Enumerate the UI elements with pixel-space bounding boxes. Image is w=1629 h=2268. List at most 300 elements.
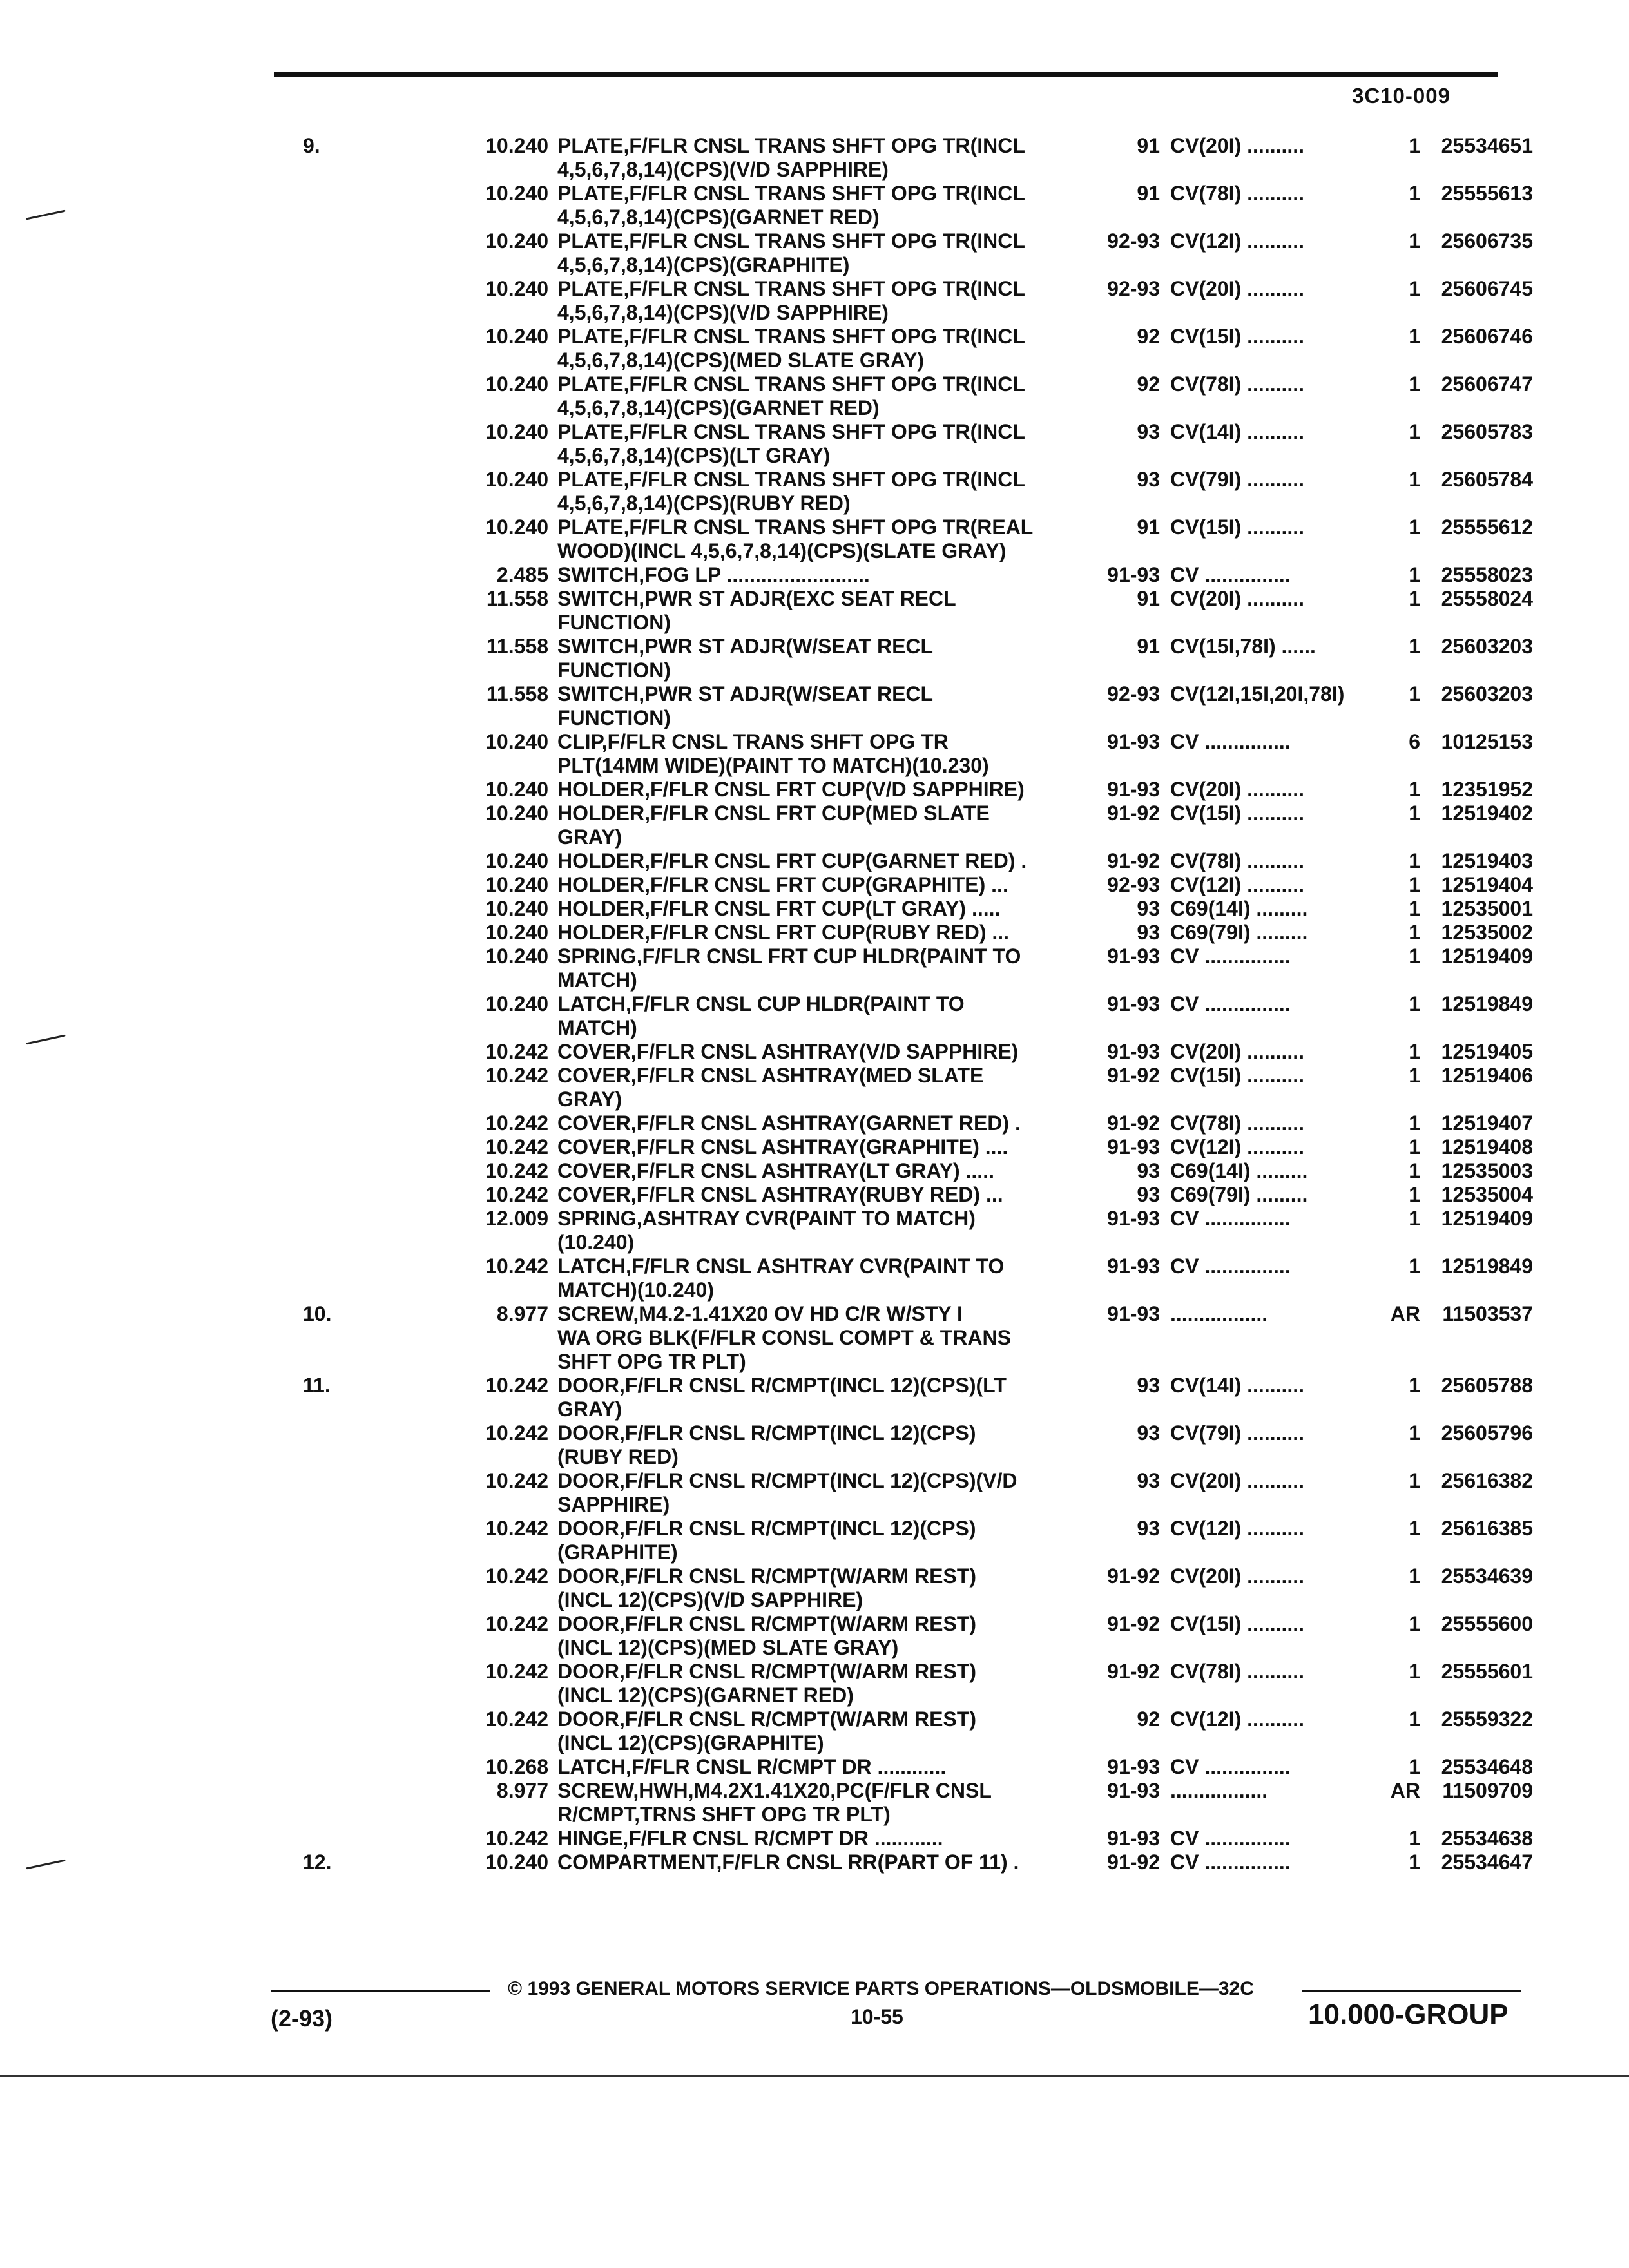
part-description bbox=[557, 515, 1083, 563]
part-number: 12519405 bbox=[1441, 1040, 1533, 1063]
group-number: 10.242 bbox=[485, 1827, 548, 1850]
part-name: LATCH bbox=[557, 1254, 626, 1278]
part-row bbox=[303, 1755, 1533, 1779]
part-name: SCREW bbox=[557, 1302, 633, 1325]
quantity: 1 bbox=[1409, 1064, 1420, 1087]
part-number: 25606745 bbox=[1441, 277, 1533, 300]
quantity: 1 bbox=[1409, 182, 1420, 205]
part-description bbox=[557, 1707, 1083, 1755]
part-row bbox=[303, 1064, 1533, 1111]
quantity: 1 bbox=[1409, 1159, 1420, 1182]
part-description bbox=[557, 849, 1083, 873]
part-detail: ,F/FLR CNSL TRANS SHFT OPG TR(INCL 4,5,6,7,8,14)(CPS)(V/D SAPPHIRE) bbox=[557, 277, 1025, 324]
part-number: 25558024 bbox=[1441, 587, 1533, 610]
part-number: 25616382 bbox=[1441, 1469, 1533, 1492]
part-number: 12519849 bbox=[1441, 1254, 1533, 1278]
model-code: CV ............... bbox=[1170, 1850, 1291, 1874]
part-row bbox=[303, 992, 1533, 1040]
part-description bbox=[557, 587, 1083, 635]
model-code: CV(20I) .......... bbox=[1170, 587, 1305, 610]
copyright: © 1993 GENERAL MOTORS SERVICE PARTS OPERATIONS—OLDSMOBILE—32C bbox=[508, 1978, 1254, 1999]
group-number: 10.240 bbox=[485, 897, 548, 920]
part-number: 25534651 bbox=[1441, 134, 1533, 157]
group-number: 10.242 bbox=[485, 1707, 548, 1731]
part-name: LATCH bbox=[557, 992, 626, 1015]
part-description bbox=[557, 1207, 1083, 1254]
part-number: 11503537 bbox=[1442, 1302, 1533, 1325]
part-description bbox=[557, 1850, 1083, 1874]
model-years: 91-93 bbox=[1107, 778, 1160, 801]
group-number: 8.977 bbox=[496, 1302, 548, 1325]
part-number: 10125153 bbox=[1441, 730, 1533, 753]
quantity: 1 bbox=[1409, 372, 1420, 396]
quantity: 1 bbox=[1409, 778, 1420, 801]
part-name: COVER bbox=[557, 1135, 631, 1158]
model-years: 92 bbox=[1137, 372, 1160, 396]
part-description bbox=[557, 372, 1083, 420]
part-name: PLATE bbox=[557, 229, 624, 253]
part-description bbox=[557, 1135, 1083, 1159]
quantity: 1 bbox=[1409, 1660, 1420, 1683]
part-row bbox=[303, 515, 1533, 563]
quantity: 1 bbox=[1409, 1040, 1420, 1063]
group-number: 10.242 bbox=[485, 1660, 548, 1683]
part-name: PLATE bbox=[557, 277, 624, 300]
model-code: CV ............... bbox=[1170, 1827, 1291, 1850]
part-detail: ,F/FLR CNSL R/CMPT(INCL 12)(CPS)(LT GRAY) bbox=[557, 1374, 1007, 1421]
group-number: 10.240 bbox=[485, 921, 548, 944]
group-number: 10.240 bbox=[485, 229, 548, 253]
quantity: 1 bbox=[1409, 1254, 1420, 1278]
model-years: 91-92 bbox=[1107, 1612, 1160, 1635]
part-description bbox=[557, 635, 1083, 682]
part-name: COVER bbox=[557, 1183, 631, 1206]
model-code: CV(15I) .......... bbox=[1170, 802, 1305, 825]
group-number: 10.240 bbox=[485, 992, 548, 1015]
model-years: 93 bbox=[1137, 921, 1160, 944]
part-name: HINGE bbox=[557, 1827, 623, 1850]
model-code: CV(78I) .......... bbox=[1170, 182, 1305, 205]
quantity: 1 bbox=[1409, 229, 1420, 253]
model-years: 93 bbox=[1137, 1469, 1160, 1492]
part-description bbox=[557, 1421, 1083, 1469]
part-detail: ,PWR ST ADJR(W/SEAT RECL FUNCTION) bbox=[557, 682, 934, 729]
model-code: CV(20I) .......... bbox=[1170, 277, 1305, 300]
group-number: 11.558 bbox=[486, 682, 548, 706]
part-description bbox=[557, 325, 1083, 372]
group-number: 10.242 bbox=[485, 1469, 548, 1492]
part-detail: ,F/FLR CNSL FRT CUP(RUBY RED) ... bbox=[644, 921, 1010, 944]
part-detail: ,HWH,M4.2X1.41X20,PC(F/FLR CNSL R/CMPT,TRNS SHFT OPG TR PLT) bbox=[557, 1779, 992, 1826]
model-code: CV(15I) .......... bbox=[1170, 515, 1305, 539]
part-name: HOLDER bbox=[557, 778, 645, 801]
part-name: DOOR bbox=[557, 1469, 619, 1492]
quantity: 1 bbox=[1409, 682, 1420, 706]
part-row bbox=[303, 1207, 1533, 1254]
part-row bbox=[303, 1374, 1533, 1421]
part-name: COVER bbox=[557, 1040, 631, 1063]
model-years: 93 bbox=[1137, 420, 1160, 443]
quantity: 1 bbox=[1409, 468, 1420, 491]
group-number: 10.240 bbox=[485, 778, 548, 801]
part-row bbox=[303, 635, 1533, 682]
quantity: 1 bbox=[1409, 134, 1420, 157]
model-code: CV(79I) .......... bbox=[1170, 468, 1305, 491]
margin-mark bbox=[26, 210, 65, 220]
part-row bbox=[303, 587, 1533, 635]
model-code: CV(78I) .......... bbox=[1170, 372, 1305, 396]
part-row bbox=[303, 1421, 1533, 1469]
model-years: 91-93 bbox=[1107, 1302, 1160, 1325]
model-years: 91-93 bbox=[1107, 730, 1160, 753]
part-number: 11509709 bbox=[1442, 1779, 1533, 1802]
ref-number: 10. bbox=[303, 1302, 332, 1325]
model-code: CV(20I) .......... bbox=[1170, 1040, 1305, 1063]
quantity: AR bbox=[1390, 1779, 1420, 1802]
part-name: COVER bbox=[557, 1111, 631, 1135]
part-description bbox=[557, 277, 1083, 325]
part-row bbox=[303, 921, 1533, 945]
part-row bbox=[303, 1111, 1533, 1135]
model-years: 91-92 bbox=[1107, 802, 1160, 825]
model-years: 91-93 bbox=[1107, 945, 1160, 968]
group-number: 10.240 bbox=[485, 730, 548, 753]
model-code: CV(14I) .......... bbox=[1170, 1374, 1305, 1397]
quantity: 1 bbox=[1409, 1207, 1420, 1230]
part-description bbox=[557, 802, 1083, 849]
part-row bbox=[303, 897, 1533, 921]
margin-mark bbox=[26, 1860, 65, 1870]
part-detail: ,F/FLR CNSL ASHTRAY(GARNET RED) . bbox=[630, 1111, 1021, 1135]
model-years: 93 bbox=[1137, 468, 1160, 491]
part-detail: ,F/FLR CNSL R/CMPT(W/ARM REST) (INCL 12)(CPS)(MED SLATE GRAY) bbox=[557, 1612, 977, 1659]
part-description bbox=[557, 778, 1083, 802]
quantity: 1 bbox=[1409, 897, 1420, 920]
part-detail: ,F/FLR CNSL R/CMPT(W/ARM REST) (INCL 12)(CPS)(GARNET RED) bbox=[557, 1660, 977, 1707]
part-detail: ,F/FLR CNSL FRT CUP(GRAPHITE) ... bbox=[644, 873, 1008, 896]
quantity: 1 bbox=[1409, 1469, 1420, 1492]
part-description bbox=[557, 229, 1083, 277]
model-code: CV(20I) .......... bbox=[1170, 1564, 1305, 1588]
part-detail: ,ASHTRAY CVR(PAINT TO MATCH) (10.240) bbox=[557, 1207, 976, 1254]
model-years: 92-93 bbox=[1107, 682, 1160, 706]
part-row bbox=[303, 945, 1533, 992]
group-number: 10.240 bbox=[485, 802, 548, 825]
part-description bbox=[557, 1374, 1083, 1421]
part-name: DOOR bbox=[557, 1707, 619, 1731]
model-code: CV(12I) .......... bbox=[1170, 873, 1305, 896]
part-name: HOLDER bbox=[557, 897, 645, 920]
part-detail: ,F/FLR CNSL TRANS SHFT OPG TR(INCL 4,5,6,7,8,14)(CPS)(MED SLATE GRAY) bbox=[557, 325, 1025, 372]
part-number: 12519409 bbox=[1441, 945, 1533, 968]
part-name: SPRING bbox=[557, 945, 637, 968]
quantity: 1 bbox=[1409, 1111, 1420, 1135]
part-detail: ,F/FLR CNSL FRT CUP(MED SLATE GRAY) bbox=[557, 802, 990, 849]
group-number: 10.240 bbox=[485, 134, 548, 157]
part-number: 12519406 bbox=[1441, 1064, 1533, 1087]
model-code: C69(79I) ......... bbox=[1170, 1183, 1308, 1206]
part-row bbox=[303, 1183, 1533, 1207]
part-detail: ,F/FLR CNSL ASHTRAY CVR(PAINT TO MATCH)(10.240) bbox=[557, 1254, 1005, 1302]
part-name: SWITCH bbox=[557, 682, 639, 706]
part-detail: ,F/FLR CNSL TRANS SHFT OPG TR(INCL 4,5,6,7,8,14)(CPS)(V/D SAPPHIRE) bbox=[557, 134, 1025, 181]
quantity: 1 bbox=[1409, 1612, 1420, 1635]
part-description bbox=[557, 1564, 1083, 1612]
part-description bbox=[557, 1660, 1083, 1707]
part-description bbox=[557, 1111, 1083, 1135]
group-number: 10.240 bbox=[485, 515, 548, 539]
group-number: 10.242 bbox=[485, 1040, 548, 1063]
group-number: 10.242 bbox=[485, 1517, 548, 1540]
part-detail: ,F/FLR CNSL FRT CUP(V/D SAPPHIRE) bbox=[644, 778, 1025, 801]
quantity: 1 bbox=[1409, 873, 1420, 896]
model-code: ................. bbox=[1170, 1779, 1268, 1802]
part-name: COVER bbox=[557, 1159, 631, 1182]
part-name: SWITCH bbox=[557, 635, 639, 658]
group-number: 10.242 bbox=[485, 1564, 548, 1588]
part-detail: ,F/FLR CNSL CUP HLDR(PAINT TO MATCH) bbox=[557, 992, 965, 1039]
part-row bbox=[303, 229, 1533, 277]
part-number: 12519407 bbox=[1441, 1111, 1533, 1135]
quantity: 1 bbox=[1409, 635, 1420, 658]
model-years: 93 bbox=[1137, 1421, 1160, 1445]
model-years: 91 bbox=[1137, 182, 1160, 205]
part-detail: ,F/FLR CNSL TRANS SHFT OPG TR(INCL 4,5,6,7,8,14)(CPS)(GARNET RED) bbox=[557, 182, 1025, 229]
part-name: SCREW bbox=[557, 1779, 633, 1802]
part-detail: ,F/FLR CNSL R/CMPT(INCL 12)(CPS) (RUBY RED) bbox=[557, 1421, 976, 1468]
model-code: CV ............... bbox=[1170, 1254, 1291, 1278]
quantity: 1 bbox=[1409, 325, 1420, 348]
model-years: 92-93 bbox=[1107, 277, 1160, 300]
part-detail: ,F/FLR CNSL FRT CUP HLDR(PAINT TO MATCH) bbox=[557, 945, 1021, 992]
group-number: 10.242 bbox=[485, 1421, 548, 1445]
quantity: AR bbox=[1390, 1302, 1420, 1325]
revision-date: (2-93) bbox=[271, 2005, 333, 2032]
part-description bbox=[557, 134, 1083, 182]
part-number: 25606735 bbox=[1441, 229, 1533, 253]
part-row bbox=[303, 778, 1533, 802]
part-name: PLATE bbox=[557, 134, 624, 157]
part-number: 25555613 bbox=[1441, 182, 1533, 205]
part-row bbox=[303, 1159, 1533, 1183]
model-code: CV(12I) .......... bbox=[1170, 1707, 1305, 1731]
group-number: 10.242 bbox=[485, 1254, 548, 1278]
model-years: 91 bbox=[1137, 515, 1160, 539]
part-description bbox=[557, 682, 1083, 730]
model-years: 91 bbox=[1137, 134, 1160, 157]
footer-rule-right bbox=[1302, 1990, 1521, 1992]
model-years: 92-93 bbox=[1107, 873, 1160, 896]
part-number: 12535002 bbox=[1441, 921, 1533, 944]
quantity: 1 bbox=[1409, 1183, 1420, 1206]
quantity: 1 bbox=[1409, 945, 1420, 968]
part-number: 12351952 bbox=[1441, 778, 1533, 801]
part-name: DOOR bbox=[557, 1564, 619, 1588]
group-number: 8.977 bbox=[496, 1779, 548, 1802]
part-row bbox=[303, 1564, 1533, 1612]
part-description bbox=[557, 921, 1083, 945]
part-row bbox=[303, 1517, 1533, 1564]
model-years: 91-92 bbox=[1107, 849, 1160, 872]
part-description bbox=[557, 873, 1083, 897]
part-row bbox=[303, 1850, 1533, 1874]
model-years: 91-93 bbox=[1107, 1779, 1160, 1802]
part-number: 25555600 bbox=[1441, 1612, 1533, 1635]
model-years: 91-92 bbox=[1107, 1064, 1160, 1087]
part-detail: ,F/FLR CNSL R/CMPT(INCL 12)(CPS) (GRAPHITE) bbox=[557, 1517, 976, 1564]
part-number: 12519409 bbox=[1441, 1207, 1533, 1230]
quantity: 1 bbox=[1409, 1421, 1420, 1445]
part-number: 25603203 bbox=[1441, 682, 1533, 706]
part-name: PLATE bbox=[557, 420, 624, 443]
model-years: 91-92 bbox=[1107, 1660, 1160, 1683]
part-name: HOLDER bbox=[557, 849, 645, 872]
model-years: 91-92 bbox=[1107, 1564, 1160, 1588]
part-description bbox=[557, 1302, 1083, 1374]
part-number: 25616385 bbox=[1441, 1517, 1533, 1540]
model-years: 91-93 bbox=[1107, 1135, 1160, 1158]
group-number: 10.242 bbox=[485, 1183, 548, 1206]
model-code: ................. bbox=[1170, 1302, 1268, 1325]
ref-number: 12. bbox=[303, 1850, 332, 1874]
group-number: 10.240 bbox=[485, 873, 548, 896]
model-years: 93 bbox=[1137, 1374, 1160, 1397]
part-description bbox=[557, 1040, 1083, 1064]
part-row bbox=[303, 1827, 1533, 1850]
group-number: 10.268 bbox=[485, 1755, 548, 1778]
group-number: 11.558 bbox=[486, 587, 548, 610]
part-number: 12519408 bbox=[1441, 1135, 1533, 1158]
model-code: CV(12I,15I,20I,78I) bbox=[1170, 682, 1345, 706]
group-number: 10.240 bbox=[485, 1850, 548, 1874]
part-name: HOLDER bbox=[557, 921, 645, 944]
part-description bbox=[557, 563, 1083, 587]
group-number: 10.240 bbox=[485, 945, 548, 968]
group-label: 10.000-GROUP bbox=[1308, 1999, 1509, 2030]
part-detail: ,F/FLR CNSL R/CMPT DR ............ bbox=[622, 1827, 943, 1850]
model-years: 91-92 bbox=[1107, 1111, 1160, 1135]
quantity: 1 bbox=[1409, 1564, 1420, 1588]
part-detail: ,F/FLR CNSL R/CMPT DR ............ bbox=[626, 1755, 947, 1778]
model-code: C69(14I) ......... bbox=[1170, 1159, 1308, 1182]
quantity: 1 bbox=[1409, 1827, 1420, 1850]
model-code: CV(15I) .......... bbox=[1170, 1612, 1305, 1635]
part-number: 25559322 bbox=[1441, 1707, 1533, 1731]
group-number: 10.242 bbox=[485, 1374, 548, 1397]
part-name: DOOR bbox=[557, 1374, 619, 1397]
part-row bbox=[303, 1660, 1533, 1707]
part-description bbox=[557, 897, 1083, 921]
model-years: 91-93 bbox=[1107, 1827, 1160, 1850]
group-number: 10.242 bbox=[485, 1064, 548, 1087]
model-years: 93 bbox=[1137, 897, 1160, 920]
model-years: 91-92 bbox=[1107, 1850, 1160, 1874]
part-number: 25555601 bbox=[1441, 1660, 1533, 1683]
part-number: 25603203 bbox=[1441, 635, 1533, 658]
part-detail: ,F/FLR CNSL RR(PART OF 11) . bbox=[716, 1850, 1019, 1874]
ref-number: 9. bbox=[303, 134, 320, 157]
model-years: 92-93 bbox=[1107, 229, 1160, 253]
part-name: LATCH bbox=[557, 1755, 626, 1778]
model-code: CV(20I) .......... bbox=[1170, 1469, 1305, 1492]
part-name: DOOR bbox=[557, 1660, 619, 1683]
part-number: 25605788 bbox=[1441, 1374, 1533, 1397]
top-rule bbox=[274, 72, 1498, 77]
part-row bbox=[303, 1302, 1533, 1374]
quantity: 1 bbox=[1409, 515, 1420, 539]
part-row bbox=[303, 730, 1533, 778]
part-description bbox=[557, 730, 1083, 778]
model-years: 93 bbox=[1137, 1517, 1160, 1540]
part-description bbox=[557, 1517, 1083, 1564]
part-name: HOLDER bbox=[557, 802, 645, 825]
part-detail: ,F/FLR CNSL R/CMPT(INCL 12)(CPS)(V/D SAPPHIRE) bbox=[557, 1469, 1017, 1516]
model-code: CV ............... bbox=[1170, 730, 1291, 753]
group-number: 10.240 bbox=[485, 372, 548, 396]
part-detail: ,F/FLR CNSL TRANS SHFT OPG TR(INCL 4,5,6,7,8,14)(CPS)(GARNET RED) bbox=[557, 372, 1025, 419]
model-code: CV(79I) .......... bbox=[1170, 1421, 1305, 1445]
part-name: PLATE bbox=[557, 515, 624, 539]
part-number: 12519404 bbox=[1441, 873, 1533, 896]
part-name: SWITCH bbox=[557, 563, 639, 586]
part-row bbox=[303, 134, 1533, 182]
part-row bbox=[303, 849, 1533, 873]
model-code: CV ............... bbox=[1170, 1207, 1291, 1230]
model-code: CV ............... bbox=[1170, 563, 1291, 586]
part-number: 12519402 bbox=[1441, 802, 1533, 825]
part-number: 25605784 bbox=[1441, 468, 1533, 491]
part-row bbox=[303, 1040, 1533, 1064]
model-code: CV(12I) .......... bbox=[1170, 229, 1305, 253]
quantity: 1 bbox=[1409, 849, 1420, 872]
model-years: 91-93 bbox=[1107, 1207, 1160, 1230]
quantity: 1 bbox=[1409, 802, 1420, 825]
model-code: CV(15I) .......... bbox=[1170, 1064, 1305, 1087]
group-number: 11.558 bbox=[486, 635, 548, 658]
part-detail: ,F/FLR CNSL ASHTRAY(MED SLATE GRAY) bbox=[557, 1064, 984, 1111]
model-code: CV(12I) .......... bbox=[1170, 1517, 1305, 1540]
part-row bbox=[303, 1707, 1533, 1755]
part-detail: ,PWR ST ADJR(W/SEAT RECL FUNCTION) bbox=[557, 635, 934, 682]
part-detail: ,F/FLR CNSL R/CMPT(W/ARM REST) (INCL 12)(CPS)(V/D SAPPHIRE) bbox=[557, 1564, 977, 1611]
part-number: 12519403 bbox=[1441, 849, 1533, 872]
model-code: CV ............... bbox=[1170, 1755, 1291, 1778]
part-number: 25605796 bbox=[1441, 1421, 1533, 1445]
part-description bbox=[557, 420, 1083, 468]
quantity: 1 bbox=[1409, 921, 1420, 944]
part-detail: ,F/FLR CNSL FRT CUP(GARNET RED) . bbox=[644, 849, 1027, 872]
part-number: 25534647 bbox=[1441, 1850, 1533, 1874]
part-row bbox=[303, 468, 1533, 515]
quantity: 1 bbox=[1409, 587, 1420, 610]
part-name: PLATE bbox=[557, 372, 624, 396]
part-number: 25605783 bbox=[1441, 420, 1533, 443]
part-number: 12519849 bbox=[1441, 992, 1533, 1015]
part-row bbox=[303, 277, 1533, 325]
quantity: 1 bbox=[1409, 1707, 1420, 1731]
part-detail: ,F/FLR CNSL TRANS SHFT OPG TR(INCL 4,5,6,7,8,14)(CPS)(LT GRAY) bbox=[557, 420, 1025, 467]
model-years: 93 bbox=[1137, 1159, 1160, 1182]
model-years: 91-93 bbox=[1107, 1040, 1160, 1063]
model-years: 91 bbox=[1137, 635, 1160, 658]
part-description bbox=[557, 945, 1083, 992]
part-detail: ,F/FLR CNSL TRANS SHFT OPG TR PLT(14MM WIDE)(PAINT TO MATCH)(10.230) bbox=[557, 730, 989, 777]
part-description bbox=[557, 182, 1083, 229]
model-code: CV(78I) .......... bbox=[1170, 1111, 1305, 1135]
group-number: 10.242 bbox=[485, 1612, 548, 1635]
model-years: 92 bbox=[1137, 325, 1160, 348]
part-description bbox=[557, 1755, 1083, 1779]
